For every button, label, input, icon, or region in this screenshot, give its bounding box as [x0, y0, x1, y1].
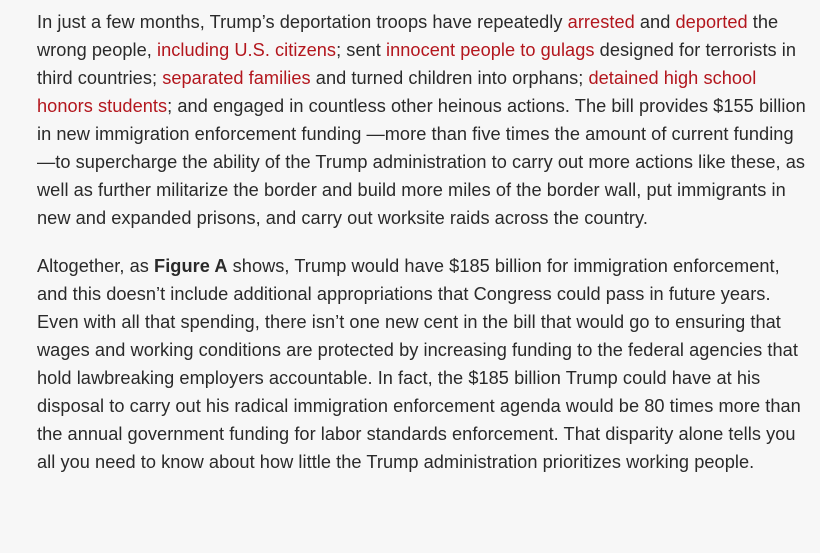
- text-span: Altogether, as: [37, 256, 155, 276]
- article-body: [37, 8, 807, 476]
- text-span: designed for terrorists in third countries;: [37, 40, 797, 88]
- text-span: shows, Trump would have $185 billion for immigration enforcement, and this doesn’t include additional appropriations that Congress could pass in future years. Even with all that spending, there isn’t one new cent in the bill that would go to ensuring that wages and working conditions are protected by increasing funding to the federal agencies that hold lawbreaking employers accountable. In fact, the $185 billion Trump could have at his disposal to carry out his radical immigration enforcement agenda would be 80 times more than the annual government funding for labor standards enforcement. That disparity alone tells you all you need to know about how little the Trump administration prioritizes working people.: [37, 256, 801, 472]
- link-including-us-citizens[interactable]: including U.S. citizens: [157, 40, 337, 60]
- paragraph-figure-a-summary: [37, 252, 807, 476]
- link-separated-families[interactable]: separated families: [162, 68, 311, 88]
- figure-a-reference: Figure A: [154, 256, 228, 276]
- text-span: and: [634, 12, 676, 32]
- text-span: ; sent: [336, 40, 386, 60]
- paragraph-deportation-troops: [37, 8, 807, 232]
- link-deported[interactable]: deported: [675, 12, 748, 32]
- link-detained-students[interactable]: detained high school honors students: [37, 68, 757, 116]
- text-span: In just a few months, Trump’s deportation troops have repeatedly: [37, 12, 568, 32]
- text-span: the wrong people,: [37, 12, 779, 60]
- text-span: and turned children into orphans;: [310, 68, 589, 88]
- link-arrested[interactable]: arrested: [567, 12, 635, 32]
- link-innocent-people-to-gulags[interactable]: innocent people to gulags: [385, 40, 595, 60]
- text-span: ; and engaged in countless other heinous actions. The bill provides $155 billion in new immigration enforcement funding —more than five times the amount of current funding—to supercharge the ability of the Trump administration to carry out more actions like these, as well as further militarize the border and build more miles of the border wall, put immigrants in new and expanded prisons, and carry out worksite raids across the country.: [37, 96, 806, 228]
